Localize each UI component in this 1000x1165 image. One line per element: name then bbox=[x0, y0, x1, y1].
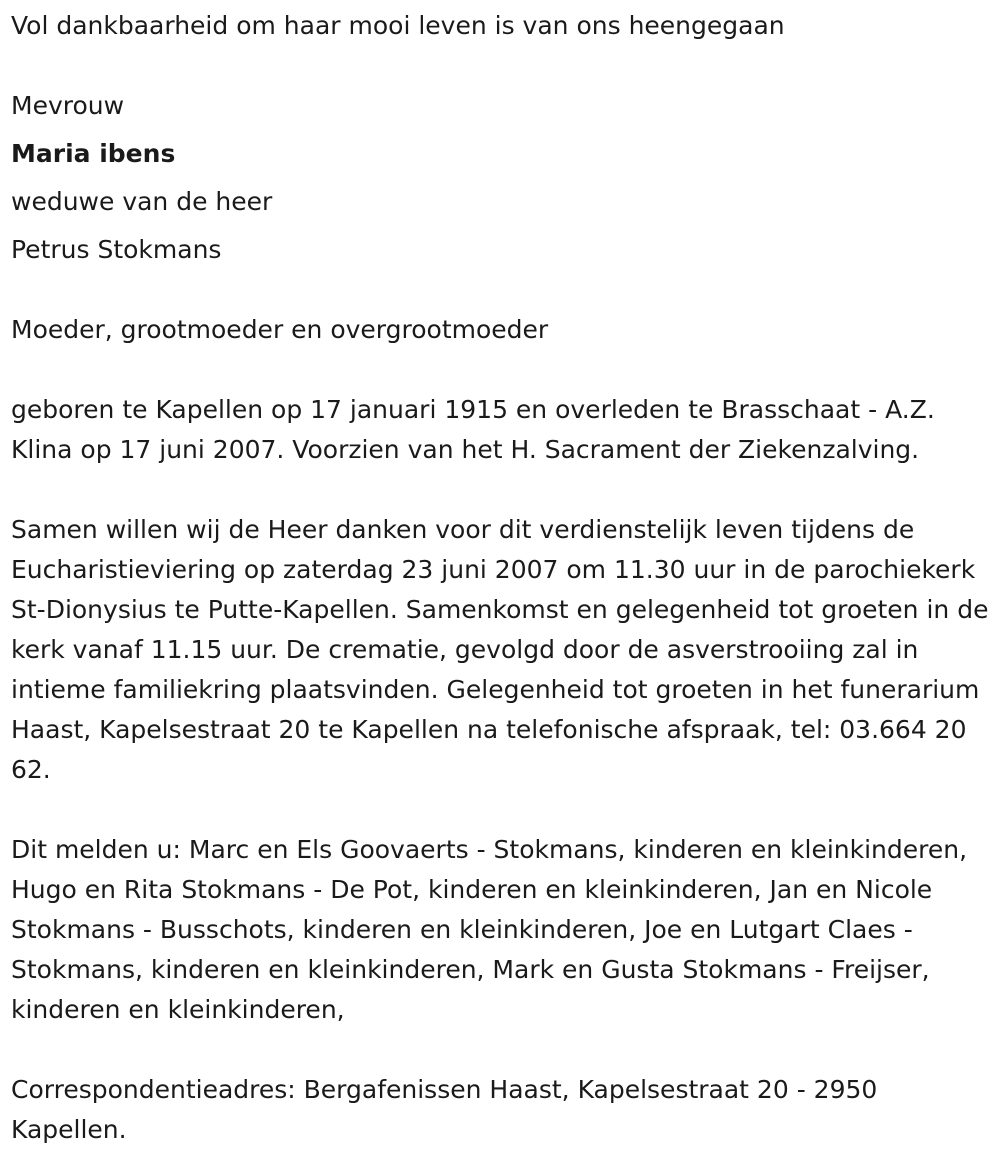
spacer bbox=[11, 470, 991, 510]
spacer bbox=[11, 270, 991, 310]
birth-death-paragraph: geboren te Kapellen op 17 januari 1915 en overleden te Brasschaat - A.Z. Klina op 17 juni 2007. Voorzien van het H. Sacrament der Ziekenzalving. bbox=[11, 395, 935, 464]
announced-by-paragraph: Dit melden u: Marc en Els Goovaerts - Stokmans, kinderen en kleinkinderen, Hugo en Rita Stokmans - De Pot, kinderen en kleinkinderen, Jan en Nicole Stokmans - Busschots, kinderen en kleinkinderen, Joe en Lutgart Claes - Stokmans, kinderen en kleinkinderen, Mark en Gusta Stokmans - Freijser, kinderen en kleinkinderen, bbox=[11, 835, 968, 1024]
widow-of-line: weduwe van de heer bbox=[11, 187, 273, 216]
obituary-document bbox=[11, 6, 991, 1150]
ceremony-paragraph: Samen willen wij de Heer danken voor dit verdienstelijk leven tijdens de Eucharistieviering op zaterdag 23 juni 2007 om 11.30 uur in de parochiekerk St-Dionysius te Putte-Kapellen. Samenkomst en gelegenheid tot groeten in de kerk vanaf 11.15 uur. De crematie, gevolgd door de asverstrooiing zal in intieme familiekring plaatsvinden. Gelegenheid tot groeten in het funerarium Haast, Kapelsestraat 20 te Kapellen na telefonische afspraak, tel: 03.664 20 62. bbox=[11, 515, 989, 784]
spacer bbox=[11, 1030, 991, 1070]
correspondence-paragraph: Correspondentieadres: Bergafenissen Haast, Kapelsestraat 20 - 2950 Kapellen. bbox=[11, 1075, 878, 1144]
intro-line: Vol dankbaarheid om haar mooi leven is van ons heengegaan bbox=[11, 11, 785, 40]
spacer bbox=[11, 790, 991, 830]
spacer bbox=[11, 350, 991, 390]
relation-line: Moeder, grootmoeder en overgrootmoeder bbox=[11, 315, 549, 344]
salutation: Mevrouw bbox=[11, 91, 125, 120]
deceased-name: Maria ibens bbox=[11, 139, 176, 168]
husband-name: Petrus Stokmans bbox=[11, 235, 222, 264]
spacer bbox=[11, 46, 991, 86]
